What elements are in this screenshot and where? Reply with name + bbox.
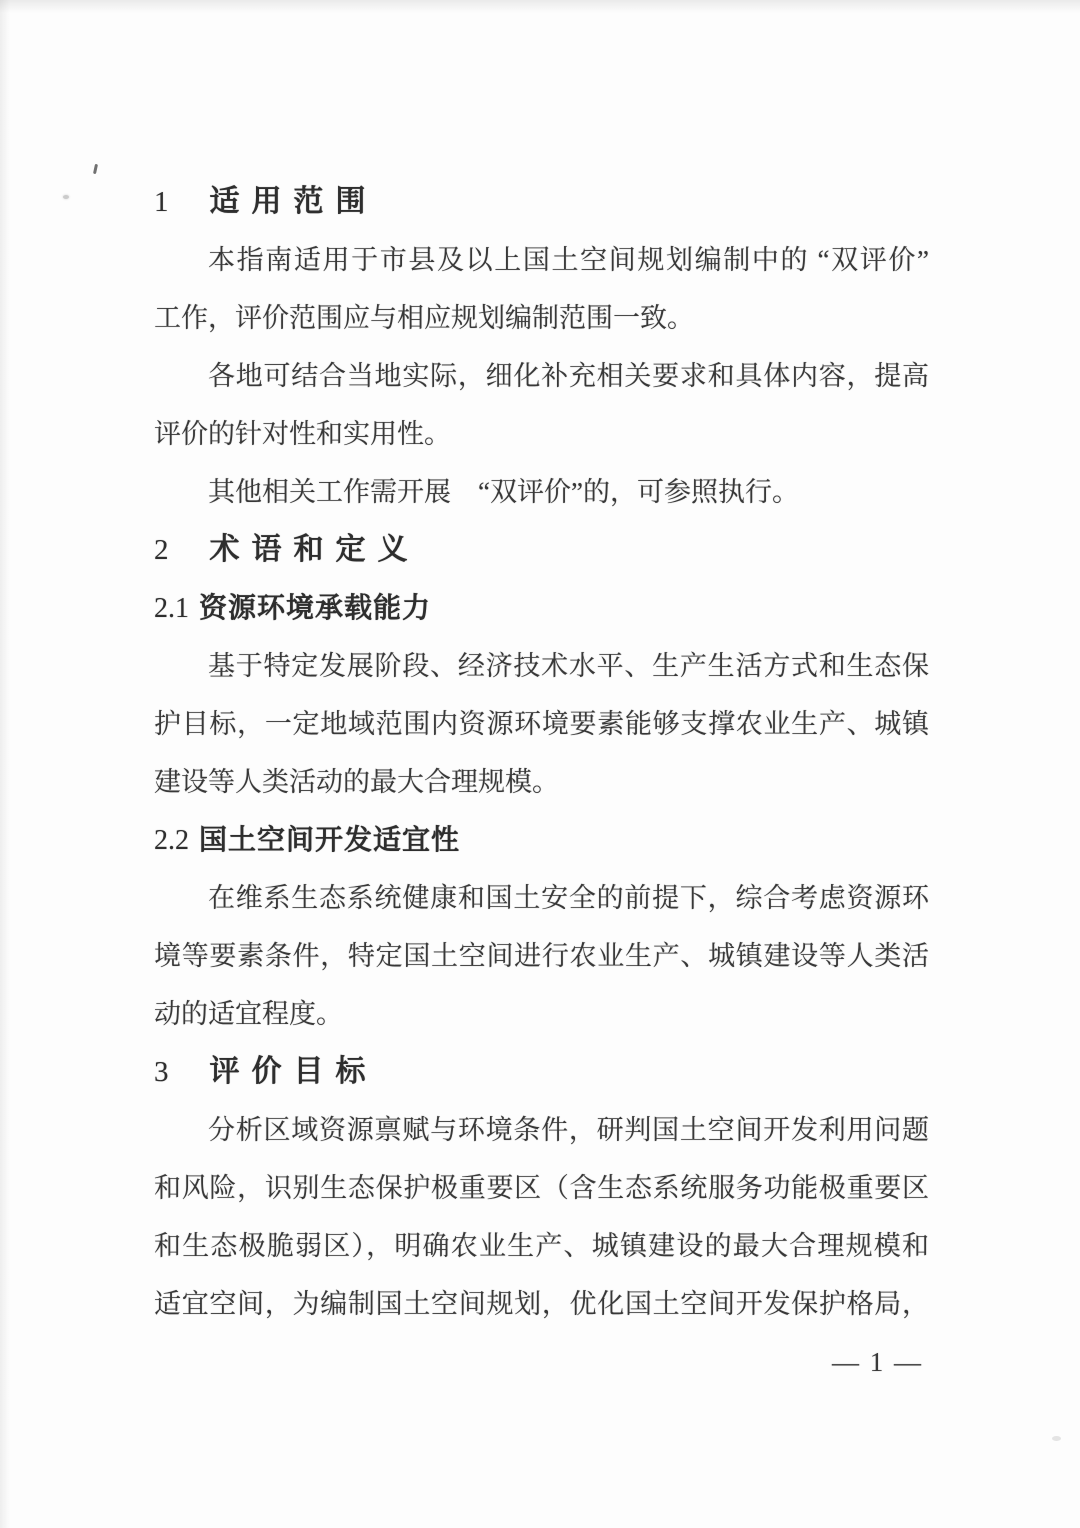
scan-edge-left [0, 0, 10, 1528]
heading-number: 2.1 [154, 593, 189, 624]
paragraph-line: 评价的针对性和实用性。 [154, 419, 451, 449]
paragraph-line: 本指南适用于市县及以上国土空间规划编制中的 “双评价” [208, 245, 929, 275]
page-number: — 1 — [832, 1347, 923, 1377]
heading-title: 国土空间开发适宜性 [199, 824, 461, 855]
paragraph-line: 适宜空间，为编制国土空间规划，优化国土空间开发保护格局， [154, 1289, 929, 1319]
paragraph-line: 和风险，识别生态保护极重要区（含生态系统服务功能极重要区 [154, 1173, 929, 1203]
paragraph-line: 基于特定发展阶段、经济技术水平、生产生活方式和生态保 [208, 651, 929, 681]
scan-speck-dot [63, 195, 69, 199]
document-content [154, 173, 929, 1391]
paragraph-line: 在维系生态系统健康和国土安全的前提下，综合考虑资源环 [208, 883, 929, 913]
paragraph-line: 工作，评价范围应与相应规划编制范围一致。 [154, 303, 694, 333]
heading-title: 适用范围 [209, 185, 378, 218]
paragraph-line: 和生态极脆弱区），明确农业生产、城镇建设的最大合理规模和 [154, 1231, 929, 1261]
section-heading [154, 811, 929, 869]
scan-speck-tick [93, 164, 98, 174]
heading-title: 术语和定义 [209, 533, 420, 566]
heading-number: 3 [154, 1056, 169, 1088]
heading-title: 资源环境承载能力 [199, 592, 432, 623]
paragraph-line: 护目标，一定地域范围内资源环境要素能够支撑农业生产、城镇 [154, 709, 929, 739]
paragraph-line: 其他相关工作需开展 “双评价”的，可参照执行。 [208, 477, 799, 507]
section-heading [154, 579, 929, 637]
section-heading [154, 521, 929, 579]
paragraph-line: 建设等人类活动的最大合理规模。 [154, 767, 559, 797]
heading-number: 2.2 [154, 825, 189, 856]
paragraph-line: 分析区域资源禀赋与环境条件，研判国土空间开发利用问题 [208, 1115, 929, 1145]
section-heading [154, 1043, 929, 1101]
scan-edge-top [0, 0, 1080, 13]
scan-speck-lower [1052, 1436, 1061, 1441]
paragraph-line: 境等要素条件，特定国土空间进行农业生产、城镇建设等人类活 [154, 941, 929, 971]
paragraph-line: 各地可结合当地实际，细化补充相关要求和具体内容，提高 [208, 361, 929, 391]
heading-number: 2 [154, 534, 169, 566]
heading-title: 评价目标 [209, 1055, 378, 1088]
heading-number: 1 [154, 186, 169, 218]
paragraph-line: 动的适宜程度。 [154, 999, 343, 1029]
section-heading [154, 173, 929, 231]
